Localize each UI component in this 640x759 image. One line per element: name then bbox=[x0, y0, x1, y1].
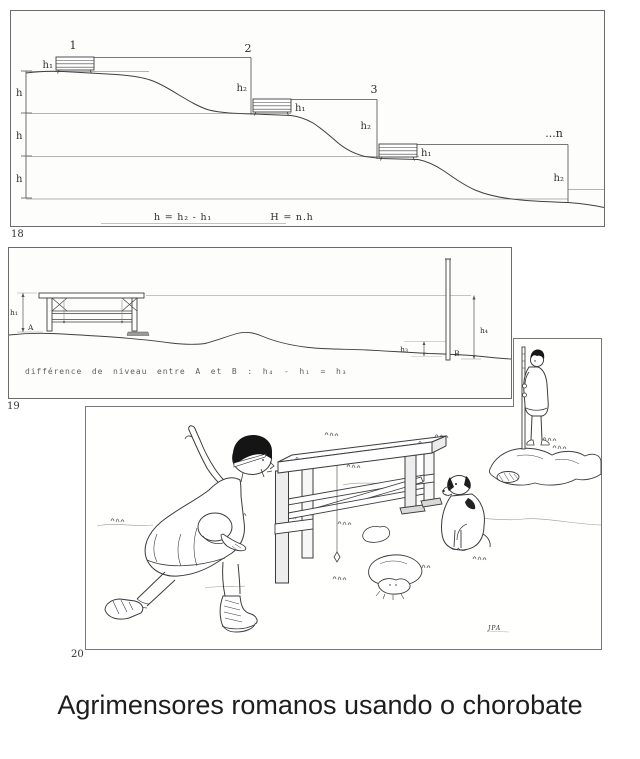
level-lines bbox=[26, 72, 604, 200]
chorobate-icon-2 bbox=[253, 99, 291, 116]
point-a-label: A bbox=[28, 323, 34, 332]
figure-18-stepped-leveling-diagram bbox=[10, 10, 605, 227]
left-height-dimension bbox=[21, 71, 32, 198]
sightline-3 bbox=[417, 145, 568, 203]
h-label-3: h bbox=[16, 174, 23, 185]
h4-label: h₄ bbox=[480, 326, 488, 335]
h1-label-3: h₁ bbox=[421, 148, 432, 159]
station-label-3: 3 bbox=[370, 83, 378, 96]
formula-total: H = n.h bbox=[270, 212, 314, 223]
station-label-2: 2 bbox=[244, 42, 252, 55]
h3-label: h₃ bbox=[400, 345, 408, 354]
figure-18-canvas bbox=[11, 11, 604, 226]
terrain-profile bbox=[26, 71, 604, 207]
figure-20-number: 20 bbox=[71, 649, 84, 660]
figure-18-number: 18 bbox=[11, 229, 24, 240]
artist-signature: JPA bbox=[488, 625, 502, 632]
chorobate-foot-plate bbox=[127, 332, 149, 336]
chorobate-icon-3 bbox=[379, 144, 417, 161]
figure-19-caption: différence de niveau entre A et B : h₄ - h₁ = h₃ bbox=[25, 367, 348, 376]
h2-label-2: h₂ bbox=[360, 121, 371, 132]
h2-label-3: h₂ bbox=[553, 173, 564, 184]
chorobate-side-view bbox=[39, 293, 144, 331]
h-label-2: h bbox=[16, 131, 23, 142]
h1-label-2: h₁ bbox=[295, 103, 306, 114]
point-b-label: B bbox=[454, 349, 460, 358]
h-label-1: h bbox=[16, 88, 23, 99]
station-label-1: 1 bbox=[69, 39, 77, 52]
figure-19-number: 19 bbox=[7, 401, 20, 412]
figure-20-illustration bbox=[85, 338, 602, 650]
station-label-n: ...n bbox=[545, 127, 563, 140]
formula-step: h = h₂ - h₁ bbox=[153, 212, 213, 223]
h2-label-1: h₂ bbox=[236, 83, 247, 94]
h1-label-1: h₁ bbox=[42, 60, 53, 71]
sightline-1 bbox=[94, 58, 251, 115]
page-caption: Agrimensores romanos usando o chorobate bbox=[57, 690, 583, 720]
h1-label: h₁ bbox=[10, 308, 18, 317]
